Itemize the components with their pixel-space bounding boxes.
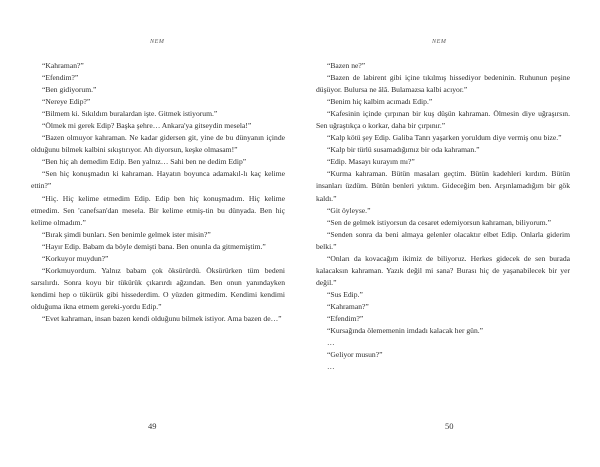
paragraph: “Kursağında ölememenin imdadı kalacak her gün.”	[327, 326, 484, 336]
paragraph: “Kalp bir türlü susamadığımız bir oda kahraman.”	[327, 145, 480, 155]
paragraph: “Korkuyor muydun?”	[42, 253, 109, 263]
paragraph: “Git öyleyse.”	[327, 205, 371, 215]
paragraph: “Kafesinin içinde çırpınan bir kuş düşün kahraman. Ölmesin diye uğraşırsın. Sen uğraştıkça o korkar, daha bir çırpınır.”	[316, 109, 570, 131]
running-head: NEM	[432, 39, 447, 45]
paragraph: “Bırak şimdi bunları. Sen benimle gelmek ister misin?”	[42, 229, 211, 239]
left-text-block	[31, 60, 285, 325]
paragraph: “Hayır Edip. Babam da böyle demişti bana. Ben onunla da gitmemiştim.”	[42, 241, 266, 251]
paragraph: “Efendim?”	[327, 313, 364, 323]
paragraph: “Evet kahraman, insan bazen kendi olduğunu bilmek istiyor. Ama bazen de…”	[42, 313, 282, 323]
paragraph: “Bazen de labirent gibi içine tıkılmış hissediyor bedeninin. Ruhunun peşine düşüyor. Bulursa ne âlâ. Bulamazsa kalbi acıyor.”	[316, 73, 570, 95]
paragraph: “Sen hiç konuşmadın ki kahraman. Hayatın boyunca adamakıl-lı kaç kelime ettin?”	[31, 169, 285, 191]
paragraph: “Nereye Edip?”	[42, 97, 91, 107]
right-page	[300, 0, 600, 467]
page-number: 50	[445, 421, 454, 431]
paragraph: “Sus Edip.”	[327, 289, 363, 299]
paragraph: “Bazen ne?”	[327, 61, 366, 70]
paragraph: “Korkmuyordum. Yalnız babam çok öksürürdü. Öksürürken tüm bedeni sarsılırdı. Sonra koyu bir tükürük çıkarırdı ağzından. Ben onun yanındayken kendimi hep o tükürük gibi hissederdim. O yüzden gitmedim. Kendimi kendimi olduğuma ikna etmem gereki-yordu Edip.”	[31, 265, 285, 311]
paragraph: …	[327, 362, 335, 372]
paragraph: “Edip. Masayı kurayım mı?”	[327, 157, 415, 167]
paragraph: …	[327, 338, 335, 348]
paragraph: “Kahraman?”	[42, 61, 84, 70]
paragraph: “Kahraman?”	[327, 301, 369, 311]
paragraph: “Ben hiç ah demedim Edip. Ben yalnız… Sahi ben ne dedim Edip”	[42, 157, 247, 167]
paragraph: “Bilmem ki. Sıkıldım buralardan işte. Gitmek istiyorum.”	[42, 109, 218, 119]
running-head: NEM	[150, 39, 165, 45]
paragraph: “Kurma kahraman. Bütün masaları geçtim. Bütün kadehleri kırdım. Bütün insanları üzdüm. Bütün benleri yıktım. Gideceğim ben. Arşınlamadığım bir gök kaldı.”	[316, 169, 570, 203]
paragraph: “Kalp kötü şey Edip. Galiba Tanrı yaşarken yoruldum diye vermiş onu bize.”	[327, 133, 562, 143]
paragraph: “Ölmek mi gerek Edip? Başka şehre… Ankara'ya gitseydin mesela!”	[42, 121, 252, 131]
paragraph: “Benim hiç kalbim acımadı Edip.”	[327, 97, 433, 107]
paragraph: “Senden sonra da beni almaya gelenler olacaktır elbet Edip. Onlarla giderim belki.”	[316, 229, 570, 251]
page-number: 49	[148, 421, 157, 431]
paragraph: “Geliyor musun?”	[327, 350, 383, 360]
paragraph: “Bazen olmuyor kahraman. Ne kadar gidersen git, yine de bu dünyanın içinde olduğunu bilmek kalbini sıkıştırıyor. Ah diyorsun, keşke olmasam!”	[31, 133, 285, 155]
paragraph: “Onları da kovacağım ikimiz de biliyoruz. Herkes gidecek de sen burada kalacaksın kahraman. Yazık değil mi sana? Burası hiç de yaşanabilecek bir yer değil.”	[316, 253, 570, 287]
paragraph: “Sen de gelmek istiyorsun da cesaret edemiyorsun kahraman, biliyorum.”	[327, 217, 551, 227]
paragraph: “Ben gidiyorum.”	[42, 85, 97, 95]
paragraph: “Hiç. Hiç kelime etmedim Edip. Edip ben hiç konuşmadım. Hiç kelime etmedim. Sen 'canefsan'dan mesela. Bir kelime etmiş-tin bu dünyada. Ben hiç kelime olmadım.”	[31, 193, 285, 227]
paragraph: “Efendim?”	[42, 73, 79, 83]
right-text-block	[316, 60, 570, 373]
